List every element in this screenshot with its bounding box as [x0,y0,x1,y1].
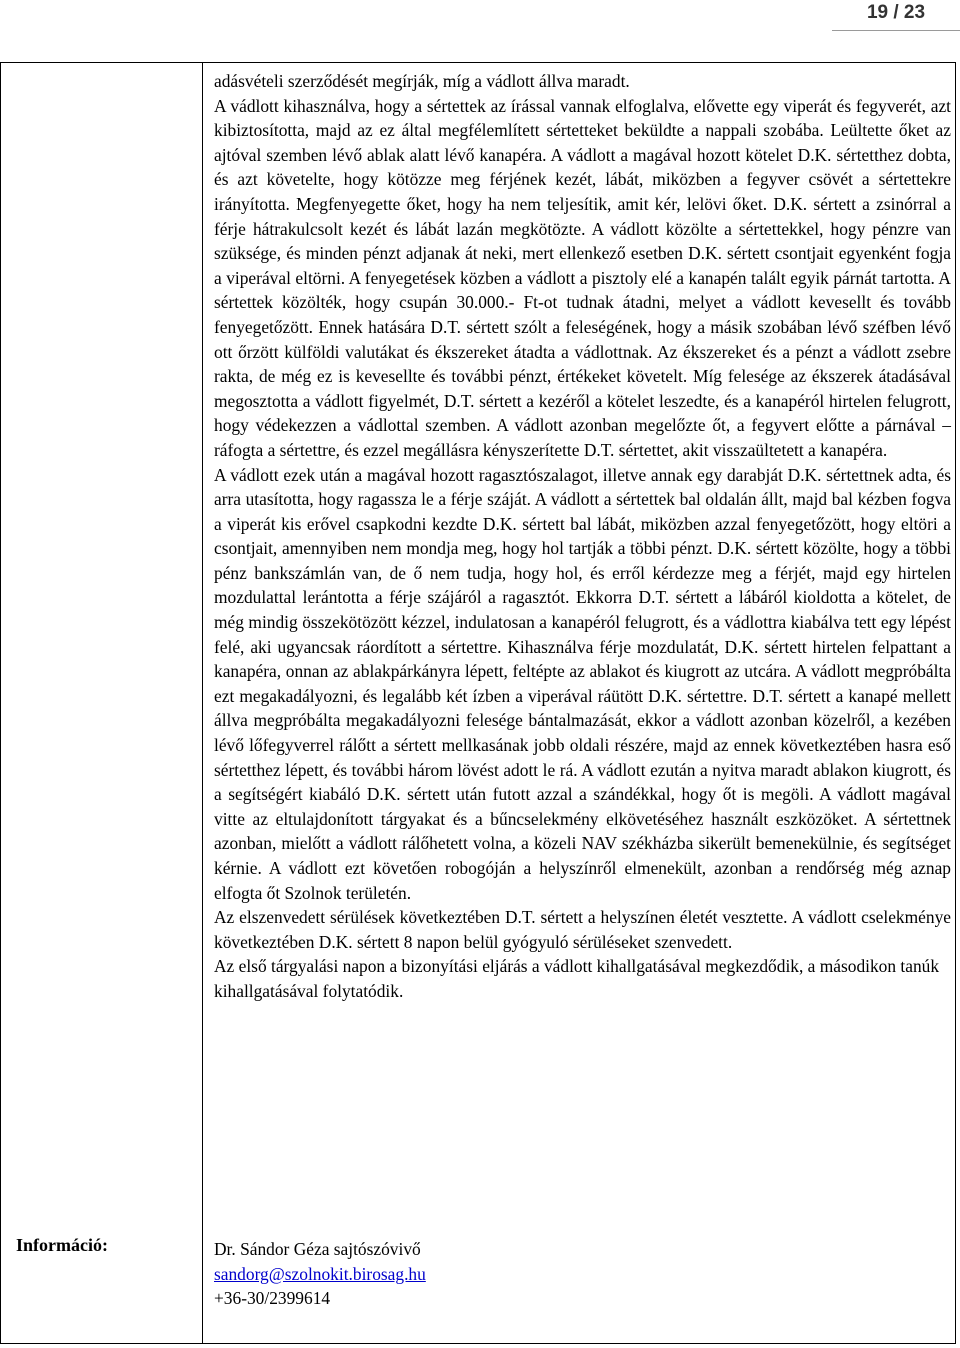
contact-name: Dr. Sándor Géza sajtószóvivő [214,1239,421,1259]
contact-block [214,1237,426,1311]
content-table [0,62,956,1344]
paragraph-5: Az első tárgyalási napon a bizonyítási eljárás a vádlott kihallgatásával megkezdődik, a másodikon tanúk kihallgatásával folytatódik. [214,956,940,1001]
info-label: Információ: [16,1235,108,1255]
text-column [206,63,952,1343]
label-column [4,63,203,1343]
paragraph-3: A vádlott ezek után a magával hozott ragasztószalagot, illetve annak egy darabját D.K. sértettnek adta, és arra utasította, hogy ragassza le a férje száját. A vádlott a sértettek bal oldalán állt, majd bal kézben fogva a viperát kis erővel csapkodni kezdte D.K. sértett bal lábát, miközben azzal fenyegetőzött, hogy eltöri a csontjait, amennyiben nem mondja meg, hogy hol tartják a többi pénzt. D.K. sértett közölte, hogy a többi pénz bankszámlán van, de ő nem tudja, hogy hol, és erről kérdezze meg a férjét, majd egy hirtelen mozdulattal lerántotta a férje szájáról a ragasztót. Ekkorra D.T. sértett a lábáról kioldotta a kötelet, de még mindig összekötözött kézzel, indulatosan a kanapéról felugrott, és a vádlottra kiabálva tett egy lépést felé, aki ugyancsak ráordított a sértettre. Kihasználva férje mozdulatát, D.K. sértett hirtelen felpattant a kanapéra, onnan az ablakpárkányra lépett, feltépte az ablakot és kiugrott az utcára. A vádlott megpróbálta ezt megakadályozni, és legalább két ízben a viperával ráütött D.K. sértettre. D.T. sértett a kanapé mellett állva megpróbálta megakadályozni felesége bántalmazását, ekkor a vádlott azonban közelről, a kezében lévő lőfegyverrel rálőtt a sértett mellkasának jobb oldali részére, majd az ennek következtében hasra eső sértetthez lépett, és további három lövést adott le rá. A vádlott ezután a nyitva maradt ablakon kiugrott, és a segítségért kiabáló D.K. sértett után futott azzal a szándékkal, hogy őt is megöli. A vádlott magával vitte az eltulajdonított tárgyakat és a bűncselekmény elkövetéséhez használt eszközöket. A sértettnek azonban, mielőtt a vádlott rálőhetett volna, a közeli NAV székházba sikerült bemenekülnie, és segítséget kérnie. A vádlott ezt követően robogóján a helyszínről elmenekült, azonban a rendőrség még aznap elfogta őt Szolnok területén. [214,464,951,903]
paragraph-1: adásvételi szerződését megírják, míg a vádlott állva maradt. [214,71,630,91]
page-number: 19 / 23 [832,0,960,31]
contact-email-link[interactable]: sandorg@szolnokit.birosag.hu [214,1263,426,1284]
case-description [214,69,951,1004]
paragraph-2: A vádlott kihasználva, hogy a sértettek az írással vannak elfoglalva, elővette egy viperát és fegyverét, azt kibiztosította, majd az ez által megfélemlített sértetteket beküldte a nappali szobába. Leültette őket az ajtóval szemben lévő ablak alatt lévő kanapéra. A vádlott a magával hozott kötelet D.K. sértetthez dobta, és azt követelte, hogy kötözze meg férjének kezét, lábát, miközben a fegyver csövét a sértettekre irányította. Megfenyegette őket, hogy ha nem teljesítik, amit kér, lelövi őket. D.K. sértett a zsinórral a férje hátrakulcsolt kezét és lábát lazán megkötözte. A vádlott közölte a sértettekkel, hogy pénzre van szüksége, és minden pénzt adjanak át neki, mert ellenkező esetben D.K. sértett csontjait egyenként fogja a viperával eltörni. A fenyegetések közben a vádlott a pisztoly elé a kanapén talált egyik párnát tartotta. A sértettek közölték, hogy csupán 30.000.- Ft-ot tudnak átadni, melyet a vádlott kevesellt és tovább fenyegetőzött. Ennek hatására D.T. sértett szólt a feleségének, hogy a másik szobában lévő széfben lévő ott őrzött külföldi valutákat és ékszereket átadta a vádlottnak. Az ékszereket és a pénzt a vádlott zsebre rakta, de még ez is kevesellte és további pénzt, értékeket követelt. Míg felesége az ékszerek átadásával megosztotta a vádlott figyelmét, D.T. sértett a kezéről a kötelet leszedte, és a kanapéról hirtelen felugrott, hogy védekezzen a vádlottal szemben. A vádlott azonban megelőzte őt, a fegyvert előtte a párnával – ráfogta a sértettre, és ezzel megállásra kényszerítette D.T. sértettet, akit visszaültetett a kanapéra. [214,95,951,460]
paragraph-4: Az elszenvedett sérülések következtében D.T. sértett a helyszínen életét vesztette. A vádlott cselekménye következtében D.K. sértett 8 napon belül gyógyuló sérüléseket szenvedett. [214,907,951,952]
contact-phone: +36-30/2399614 [214,1288,331,1309]
